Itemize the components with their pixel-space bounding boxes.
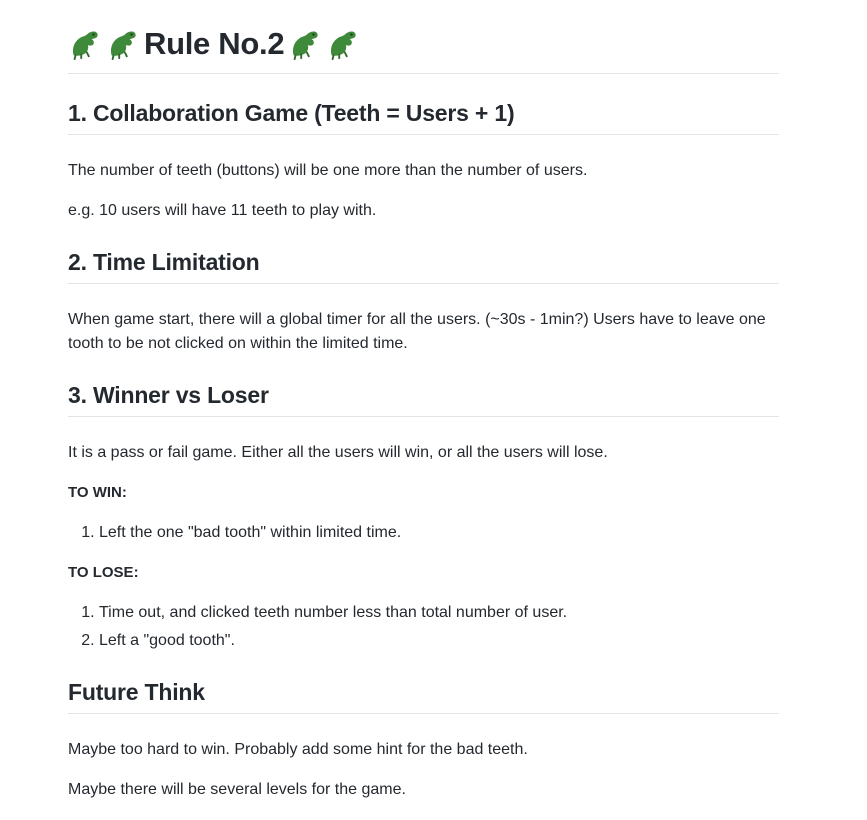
winner-paragraph: It is a pass or fail game. Either all the users will win, or all the users will lose. — [68, 444, 608, 461]
crocodile-icon — [106, 27, 140, 61]
section-heading-winner: 3. Winner vs Loser — [68, 382, 269, 408]
section-heading-time: 2. Time Limitation — [68, 249, 260, 275]
collab-example: e.g. 10 users will have 11 teeth to play with. — [68, 202, 377, 219]
list-item: 2. Left a "good tooth". — [99, 627, 779, 655]
section-heading-collaboration: 1. Collaboration Game (Teeth = Users + 1) — [68, 100, 515, 126]
collab-paragraph: The number of teeth (buttons) will be one more than the number of users. — [68, 162, 588, 179]
to-lose-list — [68, 599, 779, 655]
page-title — [68, 24, 779, 64]
future-paragraph-2: Maybe there will be several levels for the game. — [68, 781, 406, 798]
to-win-list — [68, 519, 779, 547]
to-win-label: TO WIN: — [68, 484, 127, 501]
crocodile-icon — [68, 27, 102, 61]
section-divider — [68, 713, 779, 714]
list-item: 1. Time out, and clicked teeth number less than total number of user. — [99, 599, 779, 627]
to-lose-label: TO LOSE: — [68, 564, 139, 581]
time-paragraph: When game start, there will a global timer for all the users. (~30s - 1min?) Users have to leave one tooth to be not clicked on within the limited time. — [68, 311, 766, 352]
crocodile-icon — [288, 27, 322, 61]
list-item: 1. Left the one "bad tooth" within limited time. — [99, 519, 779, 547]
future-paragraph-1: Maybe too hard to win. Probably add some hint for the bad teeth. — [68, 741, 528, 758]
document-page — [68, 0, 779, 802]
section-divider — [68, 134, 779, 135]
section-divider — [68, 283, 779, 284]
crocodile-icon — [326, 27, 360, 61]
section-heading-future: Future Think — [68, 679, 205, 705]
title-text: Rule No.2 — [144, 26, 285, 61]
section-divider — [68, 416, 779, 417]
title-divider — [68, 73, 779, 74]
